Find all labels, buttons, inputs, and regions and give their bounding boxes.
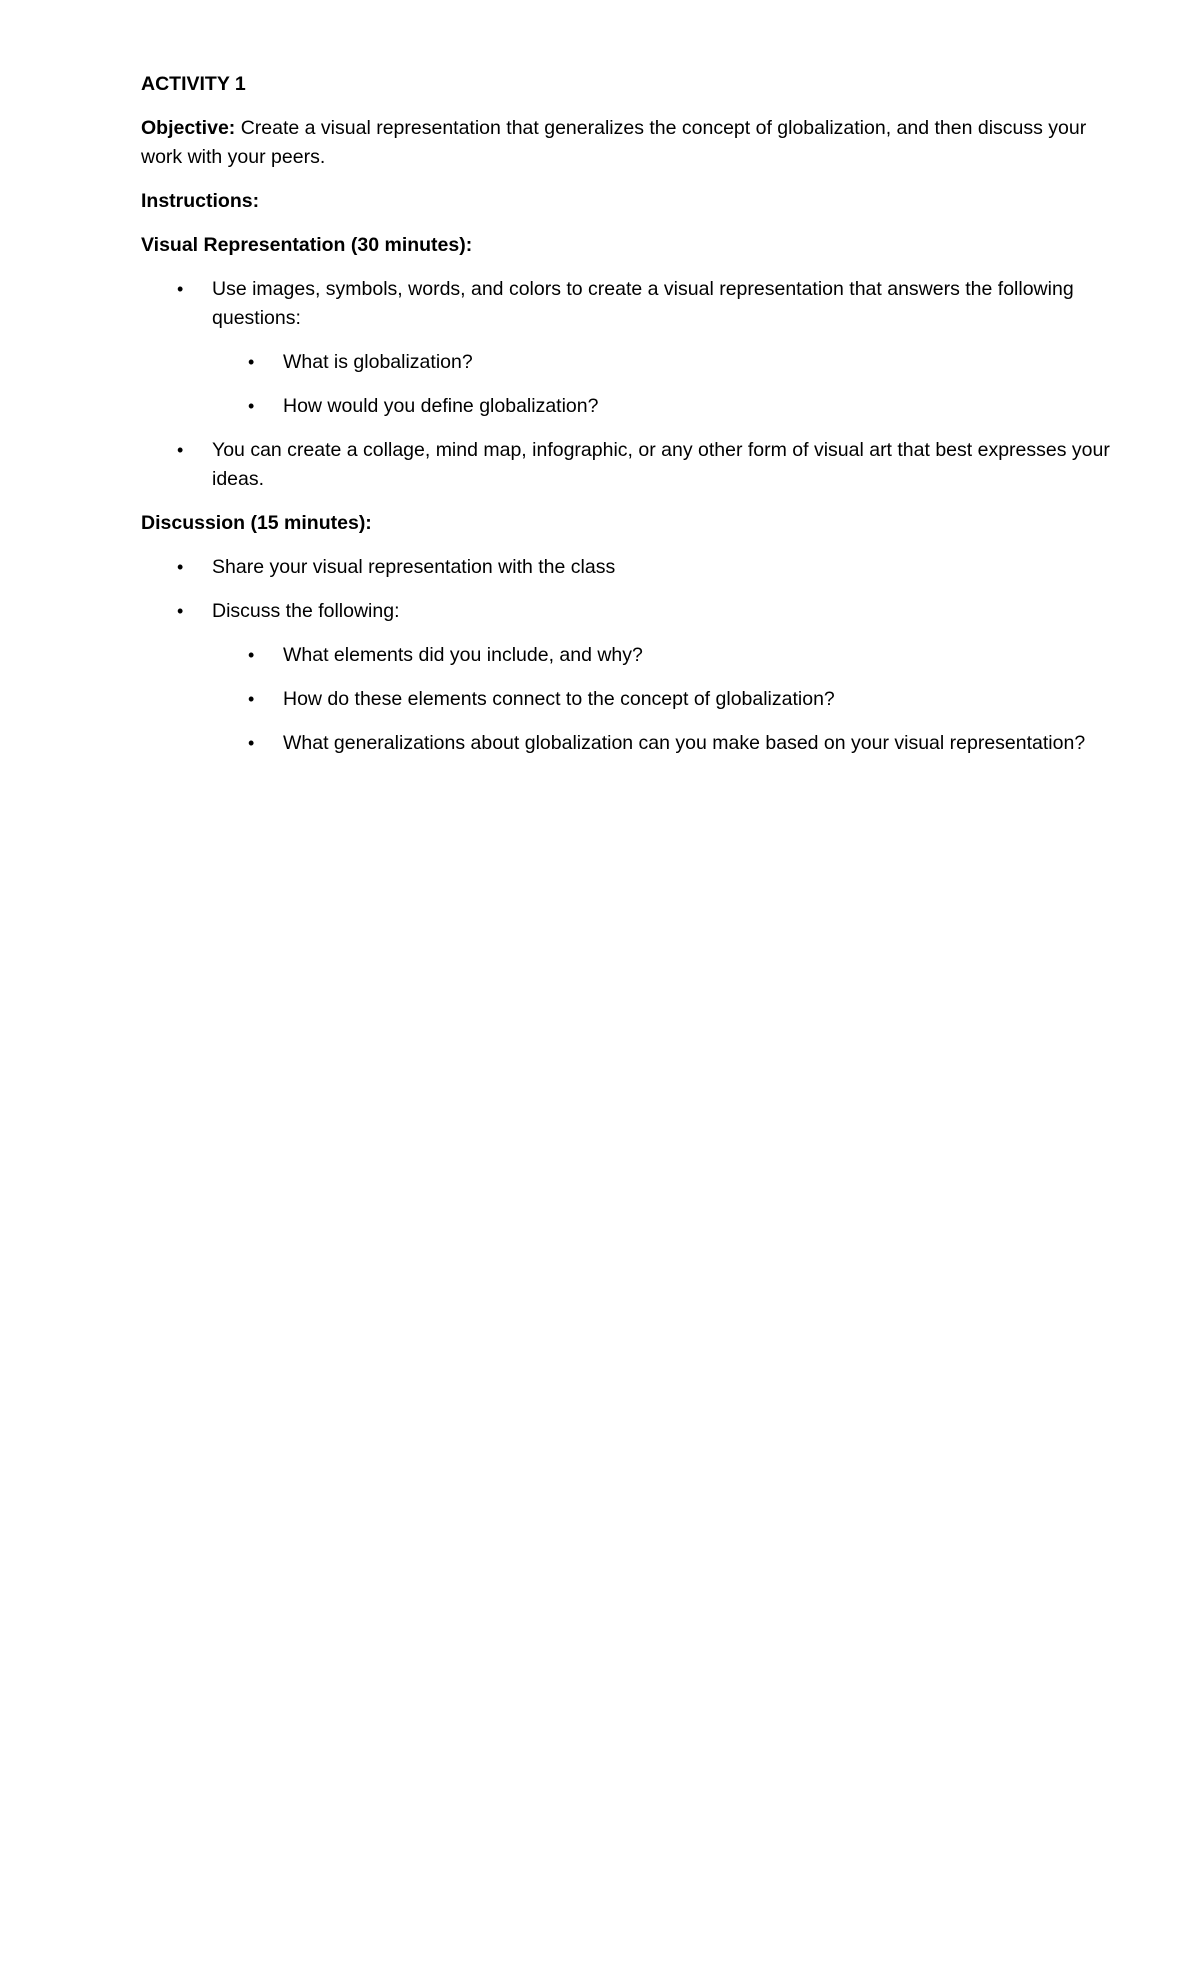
list-item [141,275,1131,421]
list-item [141,597,1131,758]
list-item-text: You can create a collage, mind map, infographic, or any other form of visual art that best expresses your ideas. [212,439,1110,490]
sub-list-item-text: How would you define globalization? [283,395,599,417]
sub-list-item [141,392,1131,421]
sub-list [212,348,1131,421]
activity-title: ACTIVITY 1 [141,73,246,95]
visual-representation-list [141,275,1131,494]
list-item-text: Share your visual representation with the class [212,556,616,578]
bullet-icon: • [177,279,184,299]
bullet-icon: • [248,352,255,372]
discussion-list [141,553,1131,758]
sub-list-item-text: What is globalization? [283,351,473,373]
list-item-text: Use images, symbols, words, and colors to create a visual representation that answers the following questions: [212,278,1074,329]
sub-list-item [141,641,1131,670]
visual-representation-heading: Visual Representation (30 minutes): [141,234,473,256]
list-item [141,553,1131,582]
bullet-icon: • [177,557,184,577]
bullet-icon: • [177,601,184,621]
list-item [141,436,1131,494]
sub-list-item-text: What elements did you include, and why? [283,644,643,666]
sub-list [212,641,1131,758]
objective-text: Create a visual representation that generalizes the concept of globalization, and then discuss your work with your peers. [141,117,1087,168]
bullet-icon: • [248,733,255,753]
sub-list-item-text: How do these elements connect to the concept of globalization? [283,688,835,710]
list-item-text: Discuss the following: [212,600,400,622]
sub-list-item [141,348,1131,377]
discussion-heading: Discussion (15 minutes): [141,512,372,534]
bullet-icon: • [248,396,255,416]
bullet-icon: • [248,645,255,665]
bullet-icon: • [177,440,184,460]
bullet-icon: • [248,689,255,709]
sub-list-item [141,729,1131,758]
instructions-heading: Instructions: [141,190,260,212]
objective-paragraph [141,114,1131,172]
sub-list-item [141,685,1131,714]
objective-label: Objective: [141,117,236,139]
sub-list-item-text: What generalizations about globalization can you make based on your visual representation? [283,732,1086,754]
document-body [141,70,1131,773]
